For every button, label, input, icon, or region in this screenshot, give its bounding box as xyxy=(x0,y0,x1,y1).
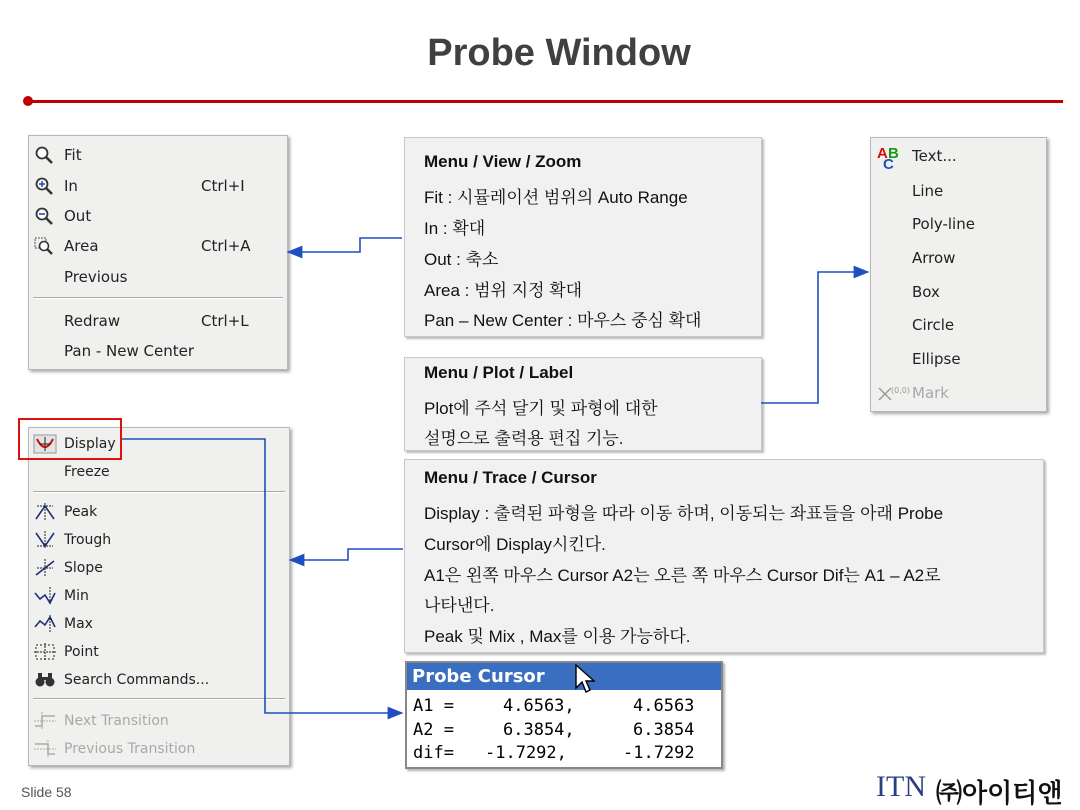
probe-row-name: A1 = xyxy=(413,696,454,716)
menu-item-label: Line xyxy=(912,182,944,200)
svg-text:(0,0): (0,0) xyxy=(891,386,910,395)
probe-row-value: 6.3854 xyxy=(633,720,695,740)
menu-item-label: Fit xyxy=(64,146,82,164)
menu-item-label: Max xyxy=(64,616,93,632)
probe-cursor-titlebar[interactable]: Probe Cursor xyxy=(407,663,721,690)
menu-item-label: Freeze xyxy=(64,464,110,480)
box-line: A1은 왼쪽 마우스 Cursor A2는 오른 쪽 마우스 Cursor Dif는 A1 – A2로 xyxy=(424,566,941,585)
menu-item-label: Point xyxy=(64,644,99,660)
probe-row-value: -1.7292 xyxy=(623,743,695,763)
menu-item-shortcut: Ctrl+I xyxy=(201,177,245,195)
box-line: Out : 축소 xyxy=(424,250,499,269)
probe-row-value: 4.6563 xyxy=(633,696,695,716)
menu-item-label: Slope xyxy=(64,560,103,576)
box-line: 설명으로 출력용 편집 기능. xyxy=(424,429,624,448)
menu-item-label: Circle xyxy=(912,316,955,334)
menu-item-label: In xyxy=(64,177,78,195)
probe-row-name: A2 = xyxy=(413,720,454,740)
box-line: In : 확대 xyxy=(424,219,486,238)
connector-cursor xyxy=(290,549,403,560)
menu-item-shortcut: Ctrl+A xyxy=(201,237,251,255)
box-heading: Menu / Trace / Cursor xyxy=(424,468,597,487)
company-logo-korean: ㈜아이티앤 xyxy=(936,778,1063,808)
slide-number: Slide 58 xyxy=(21,784,72,800)
box-line: Cursor에 Display시킨다. xyxy=(424,535,606,554)
probe-row-name: dif= xyxy=(413,743,454,763)
connector-label xyxy=(761,272,868,403)
svg-text:C: C xyxy=(883,156,894,173)
menu-item-label: Search Commands... xyxy=(64,672,210,688)
box-line: Display : 출력된 파형을 따라 이동 하며, 이동되는 좌표들을 아래 Probe xyxy=(424,504,944,523)
menu-item-label: Arrow xyxy=(912,249,956,267)
probe-row-value: 4.6563, xyxy=(503,696,575,716)
menu-item-label: Min xyxy=(64,588,89,604)
menu-item-label: Out xyxy=(64,207,92,225)
menu-item-label: Box xyxy=(912,283,940,301)
menu-item-label: Trough xyxy=(64,532,112,548)
probe-row-value: 6.3854, xyxy=(503,720,575,740)
connector-zoom xyxy=(288,238,402,252)
menu-item-label: Pan - New Center xyxy=(64,342,194,360)
box-line: Area : 범위 지정 확대 xyxy=(424,281,583,300)
menu-item-label: Display xyxy=(64,436,116,452)
probe-row-value: -1.7292, xyxy=(485,743,567,763)
menu-item-label: Text... xyxy=(912,147,957,165)
company-logo-text: ITN xyxy=(876,770,926,803)
menu-item-label: Area xyxy=(64,237,99,255)
slide-title: Probe Window xyxy=(427,32,691,74)
connector-display xyxy=(122,439,402,713)
menu-item-label: Poly-line xyxy=(912,215,975,233)
menu-item-label: Previous xyxy=(64,268,128,286)
menu-item-label: Peak xyxy=(64,504,98,520)
box-heading: Menu / Plot / Label xyxy=(424,363,574,382)
svg-text:A: A xyxy=(877,145,888,162)
menu-item-shortcut: Ctrl+L xyxy=(201,312,249,330)
box-line: Pan – New Center : 마우스 중심 확대 xyxy=(424,311,702,330)
menu-item-label: Mark xyxy=(912,384,949,402)
menu-item-label: Ellipse xyxy=(912,350,961,368)
svg-text:B: B xyxy=(888,145,899,162)
box-line: Fit : 시뮬레이션 범위의 Auto Range xyxy=(424,188,688,207)
menu-item-label: Previous Transition xyxy=(64,741,196,757)
box-line: 나타낸다. xyxy=(424,596,495,615)
menu-item-label: Next Transition xyxy=(64,713,169,729)
box-line: Peak 및 Mix , Max를 이용 가능하다. xyxy=(424,627,691,646)
box-heading: Menu / View / Zoom xyxy=(424,152,582,171)
box-line: Plot에 주석 달기 및 파형에 대한 xyxy=(424,399,658,418)
menu-item-label: Redraw xyxy=(64,312,121,330)
